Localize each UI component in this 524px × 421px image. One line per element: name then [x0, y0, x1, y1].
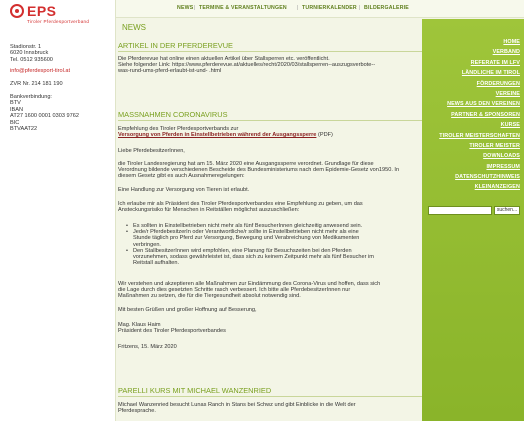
bank-line: BIC	[10, 119, 20, 126]
topmenu-separator: |	[194, 5, 196, 11]
nav-item-kleinanzeigen[interactable]: KLEINANZEIGEN	[474, 184, 520, 191]
closing: Mit besten Grüßen und großer Hoffnung auf Besserung,	[118, 307, 257, 313]
article-paragraph: die Tiroler Landesregierung hat am 15. März 2020 eine Ausgangssperre verordnet. Grundlage für diese Verordnung bildende verschiedenen Bescheide des Bundesministeriums nach dem Epidemie-Gesetz von1950. In diesem Gesetz gibt es auch Ausnahmeregelungen:	[118, 161, 400, 180]
bank-line: IBAN	[10, 106, 24, 113]
address-block	[10, 44, 53, 63]
article-paragraph: Eine Handlung zur Versorgung von Tieren ist erlaubt.	[118, 187, 250, 193]
search-form	[428, 206, 520, 216]
nav-item-foerderungen[interactable]: FÖRDERUNGEN	[476, 80, 520, 87]
list-item: • Jede/r PferdebesitzerIn oder Verantwortliche/r sollte in Einstellbetrieben nicht mehr als eine Stunde täglich pro Pferd zur Versorgung, Bewegung und Verabreichung von Medikamenten verbringen.	[126, 229, 416, 248]
search-button[interactable]: suchen...	[494, 206, 520, 215]
article-title: PARELLI KURS MIT MICHAEL WANZENRIED	[118, 386, 422, 397]
date: Fritzens, 15. März 2020	[118, 344, 177, 350]
main-nav	[424, 37, 520, 193]
topmenu-termine[interactable]: TERMINE & VERANSTALTUNGEN	[199, 5, 287, 11]
logo-wordmark: EPS	[27, 3, 57, 19]
left-column	[0, 0, 116, 421]
search-input[interactable]	[428, 206, 492, 215]
email-link[interactable]: info@pferdesport-tirol.at	[10, 68, 71, 74]
bank-block	[10, 94, 79, 132]
nav-item-downloads[interactable]: DOWNLOADS	[483, 153, 520, 160]
greeting: Liebe PferdebesitzerInnen,	[118, 148, 185, 154]
bank-line: AT27 1600 0001 0303 9762	[10, 113, 79, 120]
nav-item-verband[interactable]: VERBAND	[492, 49, 520, 56]
nav-item-vereine[interactable]: VEREINE	[495, 90, 520, 97]
article-paragraph: Wir verstehen und akzeptieren alle Maßnahmen zur Eindämmung des Corona-Virus und hoffen, dass sich die Lage durch dies gesetzten Schritte rasch verbessert. Ich bitte alle PferdebesitzerInnen nur Maßnahmen zu setzen, die für die Tiergesundheit absolut notwendig sind.	[118, 281, 381, 300]
bullet-list	[126, 223, 416, 266]
signature: Mag. Klaus Haim Präsident des Tiroler Pferdesportverbandes	[118, 322, 226, 335]
article-text: Michael Wanzenried besucht Lunas Ranch in Stans bei Schwz und gibt Einblicke in die Welt der Pferdesprache.	[118, 402, 356, 415]
list-item: • Den StallbesitzerInnen wird empfohlen, eine Planung für Besuchszeiten bei den Pferden vorzunehmen, sodass gewährleistet ist, dass sich zu keinem Zeitpunkt mehr als fünf Besucher im Reitstall aufhalten.	[126, 248, 416, 267]
bank-line: Bankverbindung:	[10, 94, 52, 100]
nav-item-datenschutz[interactable]: DATENSCHUTZHINWEIS	[455, 174, 520, 181]
address-line: Stadionstr. 1	[10, 44, 42, 50]
nav-item-news-vereine[interactable]: NEWS AUS DEN VEREINEN	[447, 101, 520, 108]
topmenu-separator: |	[297, 5, 299, 11]
right-sidebar	[422, 19, 524, 421]
nav-item-meister[interactable]: TIROLER MEISTER	[469, 142, 520, 149]
nav-item-partner[interactable]: PARTNER & SPONSOREN	[451, 111, 520, 118]
pdf-link[interactable]: Versorgung von Pferden in Einstellbetrieben während der Ausgangssperre	[118, 132, 317, 139]
address-line: Tel. 0512 935600	[10, 56, 53, 63]
article-title: MASSNAHMEN CORONAVIRUS	[118, 110, 422, 121]
logo-subtitle: Tiroler Pferdesportverband	[27, 19, 90, 24]
topmenu-news[interactable]: NEWS	[177, 5, 194, 11]
nav-item-laendliche[interactable]: LÄNDLICHE IM TIROL	[461, 70, 520, 77]
top-menu	[116, 0, 524, 18]
page-title: NEWS	[122, 23, 146, 32]
logo[interactable]	[10, 4, 110, 28]
topmenu-separator: |	[359, 5, 361, 11]
list-item: • Es sollten in Einstellbetrieben nicht mehr als fünf BesucherInnen gleichzeitig anwesend sein.	[126, 223, 416, 229]
email-block	[10, 68, 70, 74]
logo-mark-icon	[10, 4, 24, 18]
article-intro: Empfehlung des Tiroler Pferdesportverbands zur Versorgung von Pferden in Einstellbetrieben während der Ausgangssperre (PDF)	[118, 126, 333, 139]
address-line: 6020 Innsbruck	[10, 50, 49, 57]
nav-item-kurse[interactable]: KURSE	[500, 122, 520, 129]
bank-line: BTV	[10, 100, 21, 107]
main-content	[116, 19, 422, 421]
topmenu-bildergalerie[interactable]: BILDERGALERIE	[364, 5, 409, 11]
article-text: Die Pferderevue hat online einen aktuellen Artikel über Stallsperren etc. veröffentlicht. Siehe folgender Link: https://www.pferderevue.at/aktuelles/recht/2020/03/stallsperren--auszugsverbote-- was-rund-ums-pferd-erlaubt-ist-und- .html	[118, 56, 376, 75]
zvr-block	[10, 81, 63, 87]
article-paragraph: Ich erlaube mir als Präsident des Tiroler Pferdesportverbandes eine Empfehlung zu geben, um das Ansteckungsrisiko für Menschen in Reitställen möglichst auszuschließen:	[118, 201, 363, 214]
nav-item-home[interactable]: HOME	[503, 39, 520, 45]
nav-item-meisterschaften[interactable]: TIROLER MEISTERSCHAFTEN	[439, 132, 520, 139]
zvr-number: ZVR Nr. 214 181 190	[10, 81, 63, 87]
nav-item-impressum[interactable]: IMPRESSUM	[486, 163, 520, 170]
nav-item-referate[interactable]: REFERATE IM LFV	[470, 59, 520, 66]
topmenu-turnierkalender[interactable]: TURNIERKALENDER	[302, 5, 357, 11]
bank-line: BTVAAT22	[10, 126, 38, 133]
article-title: ARTIKEL IN DER PFERDEREVUE	[118, 41, 422, 52]
